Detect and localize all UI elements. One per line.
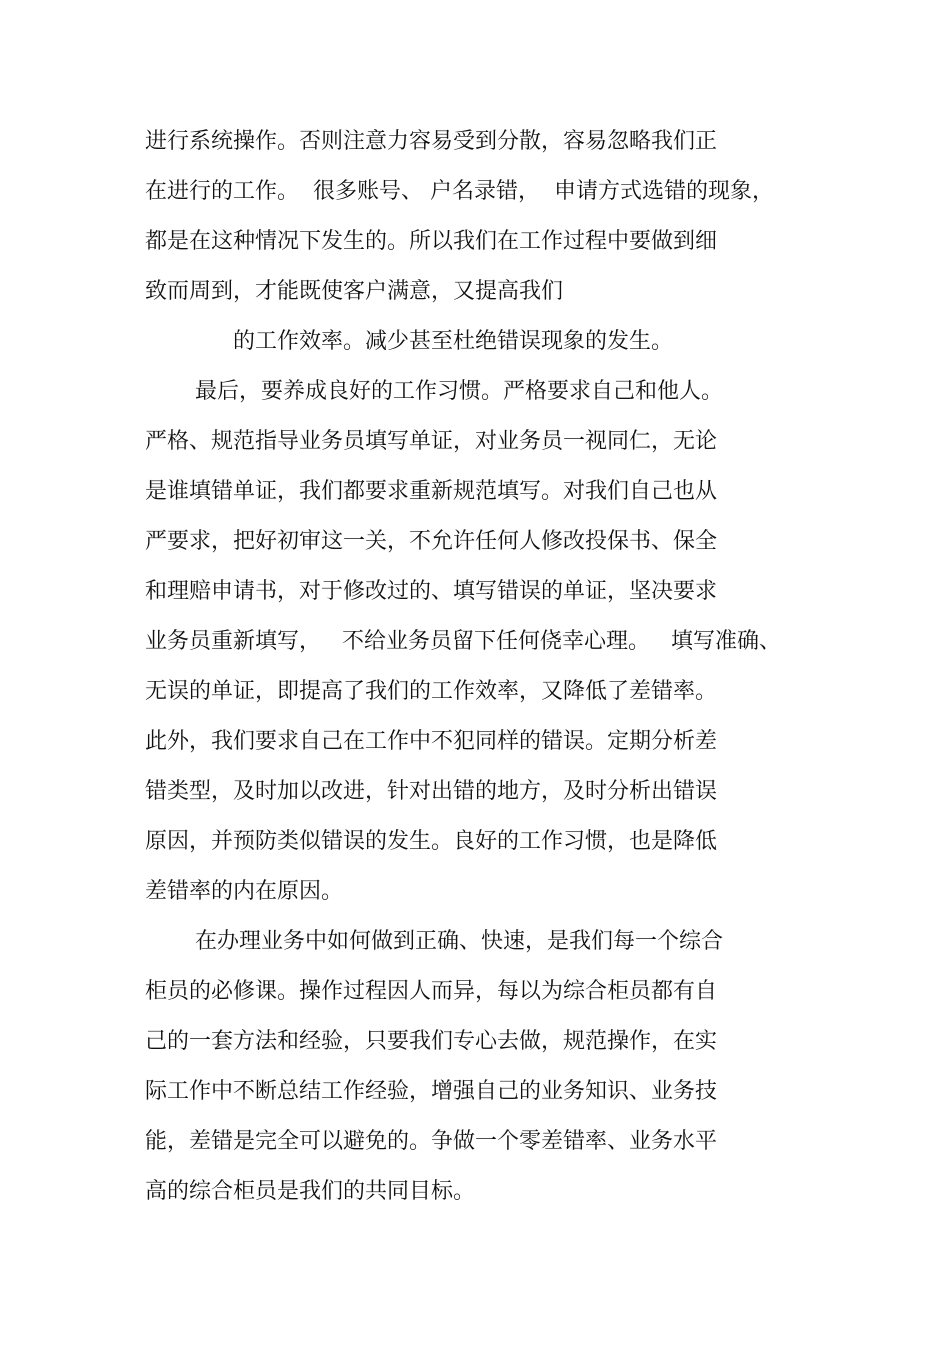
text-line-12: 无误的单证，即提高了我们的工作效率，又降低了差错率。 bbox=[145, 679, 718, 704]
text-line-6: 最后，要养成良好的工作习惯。严格要求自己和他人。 bbox=[195, 379, 724, 404]
text-line-19: 己的一套方法和经验，只要我们专心去做，规范操作，在实 bbox=[145, 1029, 718, 1054]
text-line-10: 和理赔申请书，对于修改过的、填写错误的单证，坚决要求 bbox=[145, 579, 718, 604]
text-line-3: 都是在这种情况下发生的。所以我们在工作过程中要做到细 bbox=[145, 229, 718, 254]
text-line-14: 错类型，及时加以改进，针对出错的地方，及时分析出错误 bbox=[145, 779, 718, 804]
text-line-11: 业务员重新填写， 不给业务员留下任何侥幸心理。 填写准确、 bbox=[145, 629, 781, 654]
text-line-7: 严格、规范指导业务员填写单证，对业务员一视同仁，无论 bbox=[145, 429, 718, 454]
text-line-9: 严要求，把好初审这一关，不允许任何人修改投保书、保全 bbox=[145, 529, 718, 554]
text-line-4: 致而周到，才能既使客户满意，又提高我们 bbox=[145, 279, 564, 304]
text-line-21: 能，差错是完全可以避免的。争做一个零差错率、业务水平 bbox=[145, 1129, 718, 1154]
text-line-8: 是谁填错单证，我们都要求重新规范填写。对我们自己也从 bbox=[145, 479, 718, 504]
text-line-5: 的工作效率。减少甚至杜绝错误现象的发生。 bbox=[233, 329, 674, 354]
text-line-15: 原因，并预防类似错误的发生。良好的工作习惯，也是降低 bbox=[145, 829, 718, 854]
text-line-1: 进行系统操作。否则注意力容易受到分散，容易忽略我们正 bbox=[145, 129, 718, 154]
text-line-18: 柜员的必修课。操作过程因人而异，每以为综合柜员都有自 bbox=[145, 979, 718, 1004]
text-line-17: 在办理业务中如何做到正确、快速，是我们每一个综合 bbox=[195, 929, 724, 954]
text-line-13: 此外，我们要求自己在工作中不犯同样的错误。定期分析差 bbox=[145, 729, 718, 754]
text-line-2: 在进行的工作。 很多账号、 户名录错， 申请方式选错的现象， bbox=[145, 179, 774, 204]
text-line-20: 际工作中不断总结工作经验，增强自己的业务知识、业务技 bbox=[145, 1079, 718, 1104]
text-line-16: 差错率的内在原因。 bbox=[145, 879, 344, 904]
text-line-22: 高的综合柜员是我们的共同目标。 bbox=[145, 1179, 476, 1204]
